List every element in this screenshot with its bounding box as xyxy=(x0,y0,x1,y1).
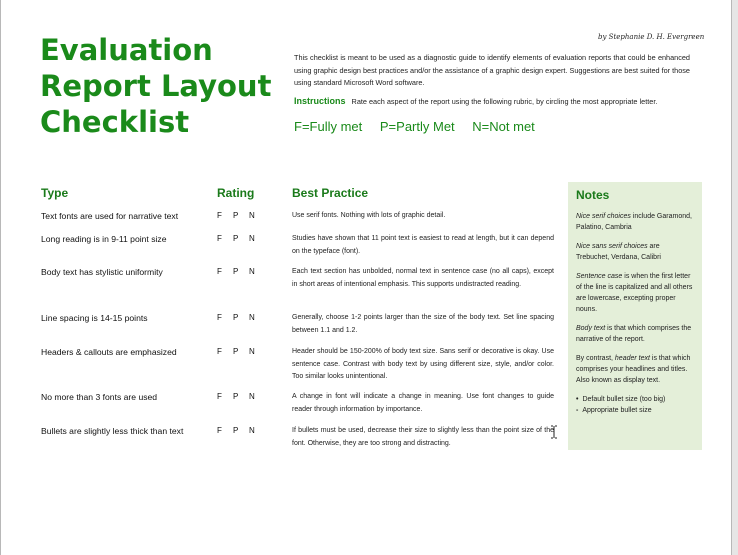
rating-f[interactable]: F xyxy=(217,392,222,401)
row-rating xyxy=(217,313,265,322)
header-type: Type xyxy=(41,186,69,200)
note-item xyxy=(576,323,694,345)
row-practice: Header should be 150-200% of body text size. Sans serif or decorative is okay. Use sentence case. Contrast with body text by using different size, style, and/or color. Too similar looks unintentional. xyxy=(292,348,554,380)
rating-p[interactable]: P xyxy=(233,267,239,276)
row-type: Body text has stylistic uniformity xyxy=(41,267,163,277)
text-cursor-icon xyxy=(550,425,558,439)
note-text: is that which comprises the narrative of the report. xyxy=(576,325,692,343)
title-line: Evaluation xyxy=(40,33,213,67)
row-type: Long reading is in 9-11 point size xyxy=(41,234,167,244)
row-rating xyxy=(217,234,265,243)
note-item xyxy=(576,211,694,233)
note-item xyxy=(576,271,694,315)
note-term: Sentence case xyxy=(576,273,623,280)
bullet-text: Default bullet size (too big) xyxy=(582,396,666,403)
row-practice: If bullets must be used, decrease their size to slightly less than the point size of the font. Otherwise, they are too strong and distracting. xyxy=(292,427,554,447)
instructions-text: Rate each aspect of the report using the following rubric, by circling the most appropriate letter. xyxy=(351,97,658,106)
header-best-practice: Best Practice xyxy=(292,186,369,200)
title-line: Report Layout xyxy=(40,69,272,103)
bullet-text: Appropriate bullet size xyxy=(582,407,652,414)
rating-n[interactable]: N xyxy=(249,426,255,435)
note-text: are Trebuchet, Verdana, Calibri xyxy=(576,243,661,261)
rating-f[interactable]: F xyxy=(217,211,222,220)
page-title xyxy=(40,32,271,140)
row-rating xyxy=(217,267,265,276)
bullet-mark: - xyxy=(576,407,579,414)
row-type: Text fonts are used for narrative text xyxy=(41,211,179,221)
rating-p[interactable]: P xyxy=(233,211,239,220)
note-text: include Garamond, Palatino, Cambria xyxy=(576,213,692,231)
rating-p[interactable]: P xyxy=(233,392,239,401)
row-type: No more than 3 fonts are used xyxy=(41,392,158,402)
notes-panel xyxy=(568,182,702,450)
row-practice: Generally, choose 1-2 points larger than the size of the body text. Set line spacing between 1.1 and 1.2. xyxy=(292,314,554,334)
note-item xyxy=(576,353,694,386)
note-text: is that which comprises your headlines and titles. Also known as display text. xyxy=(576,355,691,384)
rating-p[interactable]: P xyxy=(233,347,239,356)
rating-p[interactable]: P xyxy=(233,313,239,322)
row-type: Headers & callouts are emphasized xyxy=(41,347,177,357)
note-item xyxy=(576,241,694,263)
note-term: Body text xyxy=(576,325,606,332)
rating-f[interactable]: F xyxy=(217,234,222,243)
rating-n[interactable]: N xyxy=(249,234,255,243)
bullet-example-default xyxy=(576,394,694,405)
instructions-label: Instructions xyxy=(294,96,346,106)
legend-fully-met: F=Fully met xyxy=(294,119,363,134)
rating-n[interactable]: N xyxy=(249,211,255,220)
row-practice: Each text section has unbolded, normal text in sentence case (no all caps), except in short areas of intentional emphasis. This supports undistracted reading. xyxy=(292,268,554,288)
row-rating xyxy=(217,426,265,435)
row-type: Line spacing is 14-15 points xyxy=(41,313,148,323)
page-gutter xyxy=(732,0,738,555)
row-rating xyxy=(217,392,265,401)
header-rating: Rating xyxy=(217,186,255,200)
note-term: Nice serif choices xyxy=(576,213,631,220)
row-rating xyxy=(217,211,265,220)
rating-n[interactable]: N xyxy=(249,392,255,401)
row-practice: Studies have shown that 11 point text is easiest to read at length, but it can depend on the typeface (font). xyxy=(292,235,554,255)
row-practice: Use serif fonts. Nothing with lots of graphic detail. xyxy=(292,212,446,219)
page-edge-left xyxy=(0,0,1,555)
instructions xyxy=(294,96,714,106)
rating-p[interactable]: P xyxy=(233,234,239,243)
legend-partly-met: P=Partly Met xyxy=(379,119,455,134)
rating-p[interactable]: P xyxy=(233,426,239,435)
rating-n[interactable]: N xyxy=(249,313,255,322)
rating-f[interactable]: F xyxy=(217,426,222,435)
bullet-mark: • xyxy=(576,396,579,403)
row-practice: A change in font will indicate a change in meaning. Use font changes to guide reader through information by importance. xyxy=(292,393,554,413)
note-term: header text xyxy=(614,355,650,362)
legend-not-met: N=Not met xyxy=(472,119,535,134)
row-type: Bullets are slightly less thick than text xyxy=(41,426,184,436)
rating-f[interactable]: F xyxy=(217,313,222,322)
rating-n[interactable]: N xyxy=(249,347,255,356)
intro-paragraph: This checklist is meant to be used as a diagnostic guide to identify elements of evaluation reports that could be enhanced using graphic design best practices and/or the assistance of a graphic design expert. Suggestions are best suited for those using standard Microsoft Word software. xyxy=(294,53,690,87)
row-rating xyxy=(217,347,265,356)
rating-n[interactable]: N xyxy=(249,267,255,276)
bullet-example-appropriate xyxy=(576,405,694,416)
author-line: by Stephanie D. H. Evergreen xyxy=(598,33,705,41)
title-line: Checklist xyxy=(40,105,190,139)
rating-f[interactable]: F xyxy=(217,347,222,356)
note-text: is when the first letter of the line is capitalized and all others are lowercase, excepting proper nouns. xyxy=(576,273,693,313)
notes-title: Notes xyxy=(576,188,610,202)
rating-legend xyxy=(294,119,549,134)
bullet-examples xyxy=(576,394,694,416)
rating-f[interactable]: F xyxy=(217,267,222,276)
note-term: Nice sans serif choices xyxy=(576,243,648,250)
note-prefix: By contrast, xyxy=(576,355,615,362)
